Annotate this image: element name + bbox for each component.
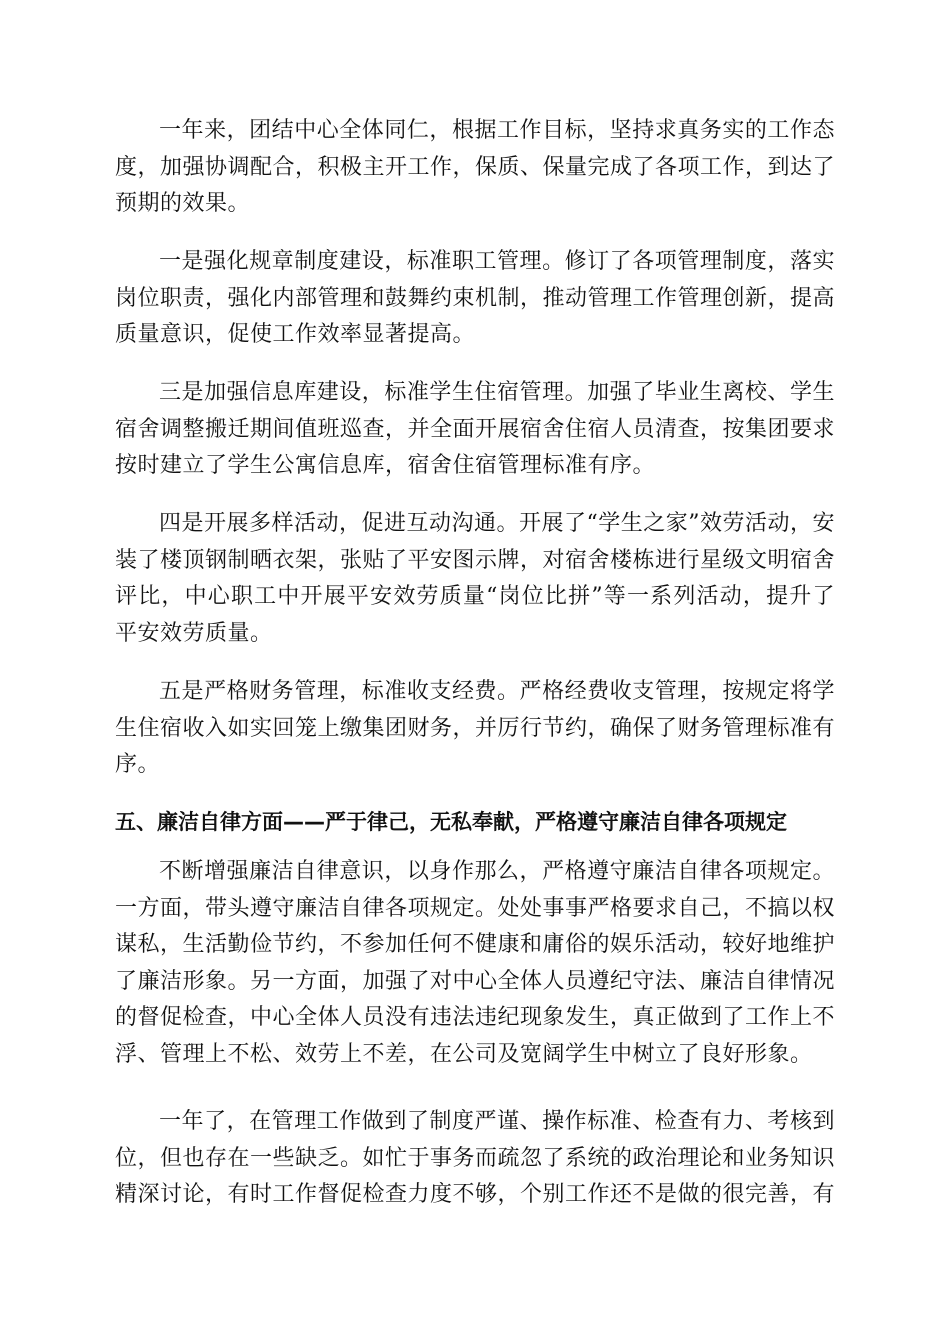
paragraph-integrity: 不断增强廉洁自律意识，以身作那么，严格遵守廉洁自律各项规定。一方面，带头遵守廉洁自律各项规定。处处事事严格要求自己，不搞以权谋私，生活勤俭节约，不参加任何不健康和庸俗的娱乐活动，较好地维护了廉洁形象。另一方面，加强了对中心全体人员遵纪守法、廉洁自律情况的督促检查，中心全体人员没有违法违纪现象发生，真正做到了工作上不浮、管理上不松、效劳上不差，在公司及宽阔学生中树立了良好形象。 xyxy=(115,859,836,1067)
section-heading: 五、廉洁自律方面——严于律己，无私奉献，严格遵守廉洁自律各项规定 xyxy=(115,810,787,834)
paragraph-item-four: 四是开展多样活动，促进互动沟通。开展了“学生之家”效劳活动，安装了楼顶钢制晒衣架，张贴了平安图示牌，对宿舍楼栋进行星级文明宿舍评比，中心职工中开展平安效劳质量“岗位比拼”等一系列活动，提升了平安效劳质量。 xyxy=(115,511,836,646)
paragraph-item-five: 五是严格财务管理，标准收支经费。严格经费收支管理，按规定将学生住宿收入如实回笼上缴集团财务，并厉行节约，确保了财务管理标准有序。 xyxy=(115,679,836,777)
paragraph-item-one: 一是强化规章制度建设，标准职工管理。修订了各项管理制度，落实岗位职责，强化内部管理和鼓舞约束机制，推动管理工作管理创新，提高质量意识，促使工作效率显著提高。 xyxy=(115,249,836,347)
paragraph-intro: 一年来，团结中心全体同仁，根据工作目标，坚持求真务实的工作态度，加强协调配合，积极主开工作，保质、保量完成了各项工作，到达了预期的效果。 xyxy=(115,118,836,216)
paragraph-summary: 一年了，在管理工作做到了制度严谨、操作标准、检查有力、考核到位，但也存在一些缺乏。如忙于事务而疏忽了系统的政治理论和业务知识精深讨论，有时工作督促检查力度不够，个别工作还不是做的很完善，有 xyxy=(115,1109,836,1207)
paragraph-item-three: 三是加强信息库建设，标准学生住宿管理。加强了毕业生离校、学生宿舍调整搬迁期间值班巡查，并全面开展宿舍住宿人员清查，按集团要求按时建立了学生公寓信息库，宿舍住宿管理标准有序。 xyxy=(115,380,836,478)
